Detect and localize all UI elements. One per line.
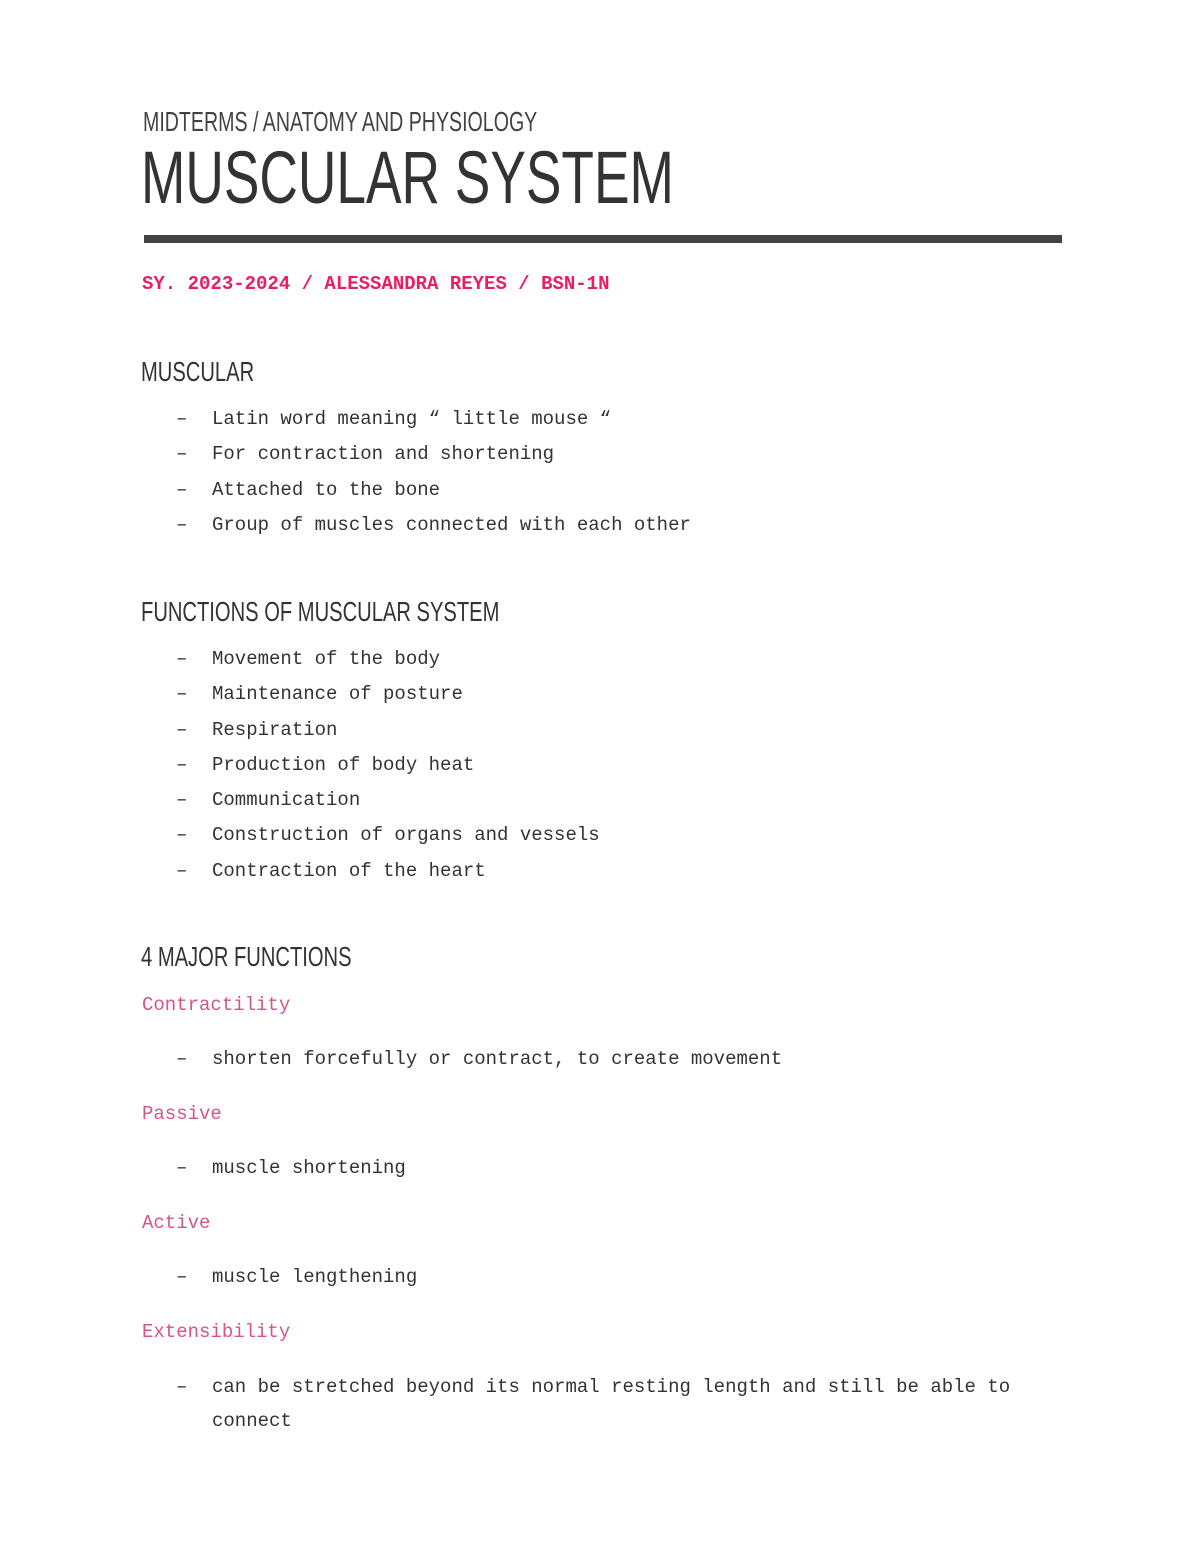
bullet-dash: – — [176, 1376, 188, 1398]
bullet-dash: – — [176, 1157, 188, 1179]
bullet-dash: – — [176, 753, 188, 776]
list-item: – can be stretched beyond its normal resting length and still be able to connect — [0, 1370, 1100, 1440]
list-item: – Maintenance of posture — [0, 677, 600, 712]
title-divider — [144, 235, 1062, 243]
section-heading-muscular: MUSCULAR — [141, 356, 255, 387]
bullet-dash: – — [176, 1266, 188, 1288]
active-list — [0, 1260, 417, 1295]
list-item: – Respiration — [0, 713, 600, 748]
list-item: – Group of muscles connected with each other — [0, 508, 691, 543]
section-heading-functions: FUNCTIONS OF MUSCULAR SYSTEM — [141, 596, 500, 627]
bullet-dash: – — [176, 443, 188, 466]
bullet-dash: – — [176, 513, 188, 536]
list-item: – Construction of organs and vessels — [0, 818, 600, 853]
contractility-list — [0, 1042, 782, 1077]
list-item: – Communication — [0, 783, 600, 818]
bullet-dash: – — [176, 789, 188, 812]
list-item: – Contraction of the heart — [0, 854, 600, 889]
bullet-dash: – — [176, 824, 188, 847]
course-kicker: MIDTERMS / ANATOMY AND PHYSIOLOGY — [143, 106, 538, 137]
list-item: – shorten forcefully or contract, to create movement — [0, 1042, 782, 1077]
bullet-dash: – — [176, 718, 188, 741]
list-item: – Latin word meaning “ little mouse “ — [0, 402, 691, 437]
muscular-list — [0, 402, 691, 543]
page-title: MUSCULAR SYSTEM — [141, 136, 674, 219]
subheading-extensibility: Extensibility — [142, 1321, 291, 1343]
list-item: – Attached to the bone — [0, 473, 691, 508]
list-item: – For contraction and shortening — [0, 437, 691, 472]
bullet-dash: – — [176, 1048, 188, 1070]
subheading-active: Active — [142, 1212, 211, 1234]
subheading-passive: Passive — [142, 1103, 222, 1125]
functions-list — [0, 642, 600, 889]
list-item: – muscle lengthening — [0, 1260, 417, 1295]
subheading-contractility: Contractility — [142, 994, 291, 1016]
list-item: – muscle shortening — [0, 1151, 406, 1186]
bullet-dash: – — [176, 683, 188, 706]
list-item: – Movement of the body — [0, 642, 600, 677]
bullet-dash: – — [176, 648, 188, 670]
bullet-dash: – — [176, 859, 188, 882]
section-heading-major-functions: 4 MAJOR FUNCTIONS — [141, 941, 352, 972]
bullet-dash: – — [176, 408, 188, 430]
list-item: – Production of body heat — [0, 748, 600, 783]
document-meta: SY. 2023-2024 / ALESSANDRA REYES / BSN-1N — [142, 273, 610, 295]
passive-list — [0, 1151, 406, 1186]
bullet-dash: – — [176, 478, 188, 501]
